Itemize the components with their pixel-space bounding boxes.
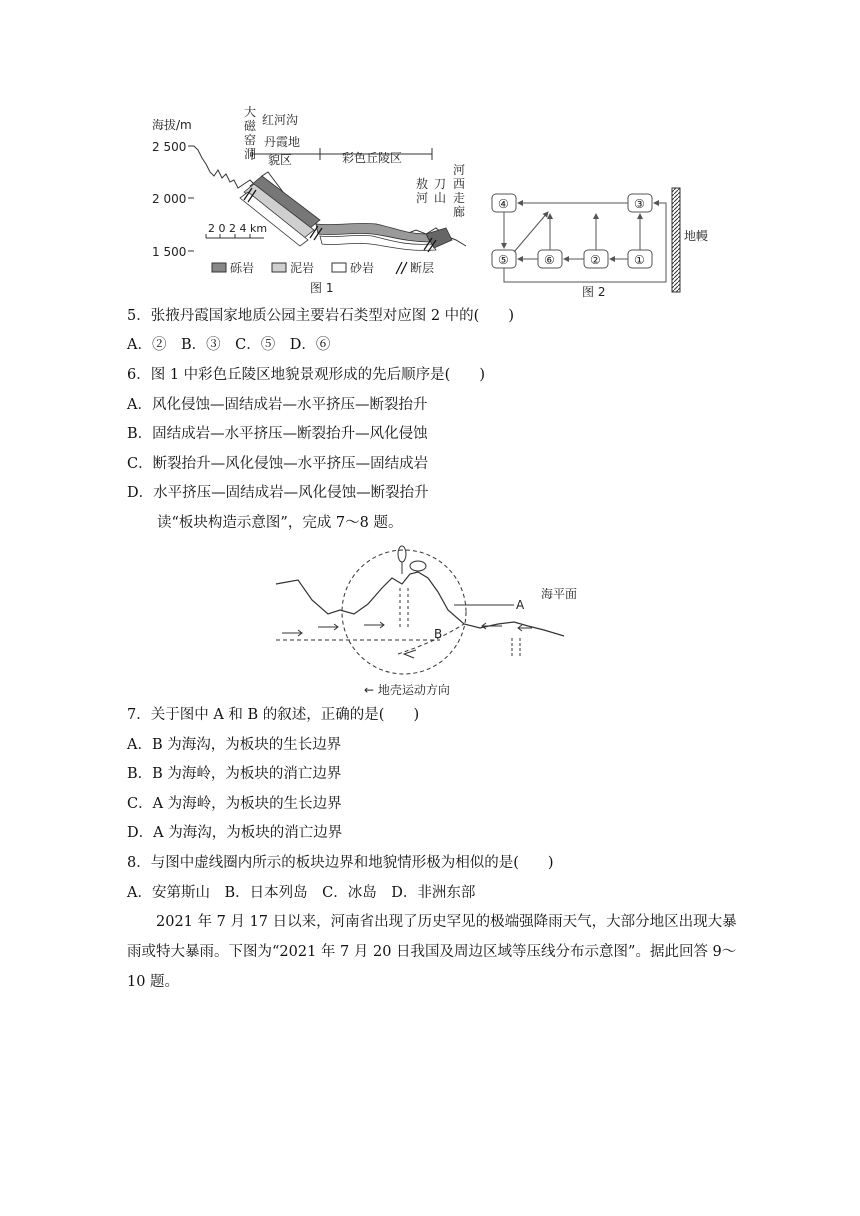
q6-option-d: D．水平挤压—固结成岩—风化侵蚀—断裂抬升 [127, 485, 429, 501]
q7-option-d: D．A 为海沟，为板块的消亡边界 [127, 825, 343, 841]
node-1: ① [634, 253, 645, 267]
q7-option-c: C．A 为海岭，为板块的生长边界 [127, 796, 342, 812]
label-dacikoudong-1: 大 [244, 105, 257, 119]
label-honghegou: 红河沟 [262, 113, 299, 127]
figure-3-caption: ← 地壳运动方向 [364, 683, 450, 697]
tick-2000: 2 000 [152, 192, 187, 206]
label-dacikoudong-3: 窑 [244, 133, 257, 147]
q8-options: A．安第斯山 B．日本列岛 C．冰岛 D．非洲东部 [127, 885, 476, 901]
tick-2500: 2 500 [152, 140, 187, 154]
label-aohe-2: 河 [416, 191, 429, 205]
sea-level-label: 海平面 [541, 587, 578, 601]
q5-stem: 5．张掖丹霞国家地质公园主要岩石类型对应图 2 中的( ) [127, 308, 514, 324]
node-2: ② [590, 253, 601, 267]
label-aohe-1: 敖 [416, 177, 429, 191]
legend-fault-icon [396, 262, 407, 274]
plate-boundary-circle [342, 550, 466, 674]
legend-conglomerate-swatch [212, 263, 226, 272]
legend-sandstone: 砂岩 [350, 261, 375, 275]
mantle-label: 地幔 [684, 229, 709, 243]
q5-options: A．② B．③ C．⑤ D．⑥ [127, 337, 331, 353]
legend-mudstone: 泥岩 [290, 261, 315, 275]
q7-option-b: B．B 为海岭，为板块的消亡边界 [127, 766, 342, 782]
node-3: ③ [634, 197, 645, 211]
label-hexi-3: 走 [453, 191, 466, 205]
q6-option-b: B．固结成岩—水平挤压—断裂抬升—风化侵蚀 [127, 426, 428, 442]
tick-1500: 1 500 [152, 245, 187, 259]
label-dacikoudong-2: 磁 [244, 119, 257, 133]
q6-option-a: A．风化侵蚀—固结成岩—水平挤压—断裂抬升 [127, 397, 428, 413]
q7-option-a: A．B 为海沟，为板块的生长边界 [127, 737, 342, 753]
q7-stem: 7．关于图中 A 和 B 的叙述，正确的是( ) [127, 707, 420, 723]
label-danxia-2: 貌区 [268, 153, 293, 167]
scale-label: 2 0 2 4 km [208, 222, 268, 235]
q6-stem: 6．图 1 中彩色丘陵区地貌景观形成的先后顺序是( ) [127, 367, 485, 383]
label-danxia-1: 丹霞地 [264, 135, 301, 149]
intro-7-8: 读“板块构造示意图”，完成 7～8 题。 [157, 515, 403, 531]
label-daoshan-1: 刀 [434, 177, 447, 191]
figure-2-caption: 图 2 [582, 285, 606, 299]
q6-option-c: C．断裂抬升—风化侵蚀—水平挤压—固结成岩 [127, 456, 429, 472]
q8-stem: 8．与图中虚线圈内所示的板块边界和地貌情形极为相似的是( ) [127, 855, 554, 871]
label-dacikoudong-4: 洞 [244, 147, 257, 161]
figure-1-caption: 图 1 [310, 281, 334, 295]
node-6: ⑥ [544, 253, 555, 267]
label-a: A [516, 598, 525, 612]
node-5: ⑤ [498, 253, 509, 267]
label-daoshan-2: 山 [434, 191, 447, 205]
label-hexi-1: 河 [453, 163, 466, 177]
legend-mudstone-swatch [272, 263, 286, 272]
legend-sandstone-swatch [332, 263, 346, 272]
label-hexi-2: 西 [453, 177, 466, 191]
figure-3-plate-tectonics [268, 544, 598, 699]
legend-fault: 断层 [410, 261, 435, 275]
label-caise: 彩色丘陵区 [342, 151, 403, 165]
figure-2-rock-cycle [486, 182, 716, 300]
legend-conglomerate: 砾岩 [230, 261, 255, 275]
figure-1-geologic-profile [140, 100, 480, 300]
label-hexi-4: 廊 [453, 205, 466, 219]
label-b: B [434, 627, 443, 641]
node-4: ④ [498, 197, 509, 211]
y-axis-label: 海拔/m [152, 118, 192, 132]
intro-9-10: 2021 年 7 月 17 日以来，河南省出现了历史罕见的极端强降雨天气，大部分地区出现大暴雨或特大暴雨。下图为“2021 年 7 月 20 日我国及周边区域等压线分布示意图”。据此回答 9～10 题。 [127, 914, 737, 990]
